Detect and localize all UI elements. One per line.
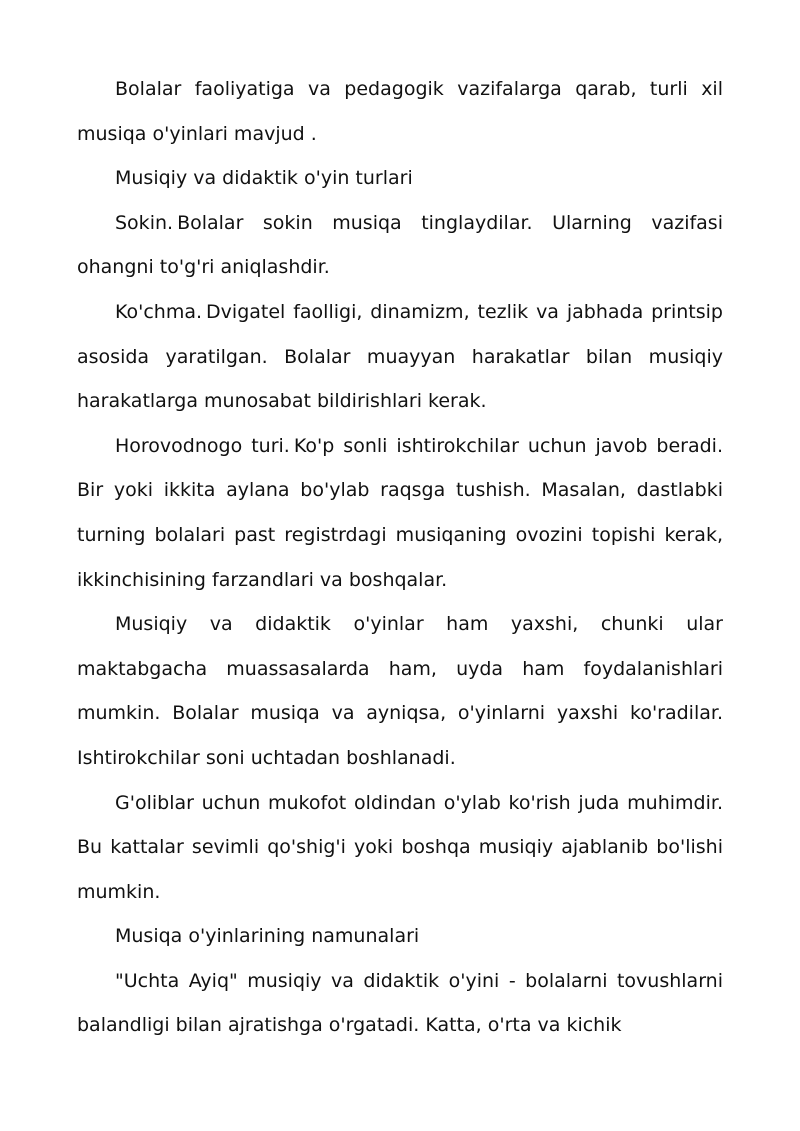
paragraph-mobile-games [77, 290, 723, 424]
term-label: Ko'chma. [115, 300, 203, 323]
paragraph-benefits [77, 602, 723, 780]
paragraph-round-dance-games [77, 424, 723, 602]
paragraph-text: Ko'p sonli ishtirokchilar uchun javob beradi. Bir yoki ikkita aylana bo'ylab raqsga tushish. Masalan, dastlabki turning bolalari past registrdagi musiqaning ovozini topishi kerak, ikkinchisining farzandlari va boshqalar. [77, 434, 724, 591]
paragraph-intro [77, 67, 723, 156]
document-page [77, 67, 723, 1048]
paragraph-text: Bolalar sokin musiqa tinglaydilar. Ularning vazifasi ohangni to'g'ri aniqlashdir. [77, 211, 723, 279]
heading-text: Musiqiy va didaktik o'yin turlari [115, 167, 413, 190]
paragraph-text: G'oliblar uchun mukofot oldindan o'ylab ko'rish juda muhimdir. Bu kattalar sevimli qo'shig'i yoki boshqa musiqiy ajablanib bo'lishi mumkin. [77, 791, 723, 903]
section-heading-examples [77, 914, 723, 959]
paragraph-prizes [77, 781, 723, 915]
paragraph-text: Dvigatel faolligi, dinamizm, tezlik va jabhada printsip asosida yaratilgan. Bolalar muayyan harakatlar bilan musiqiy harakatlarga munosabat bildirishlari kerak. [77, 300, 723, 413]
term-label: Sokin. [115, 211, 174, 234]
paragraph-text: "Uchta Ayiq" musiqiy va didaktik o'yini - bolalarni tovushlarni balandligi bilan ajratishga o'rgatadi. Katta, o'rta va kichik [77, 969, 723, 1037]
paragraph-three-bears [77, 959, 723, 1048]
paragraph-text: Bolalar faoliyatiga va pedagogik vazifalarga qarab, turli xil musiqa o'yinlari mavjud . [77, 78, 723, 145]
paragraph-text: Musiqiy va didaktik o'yinlar ham yaxshi, chunki ular maktabgacha muassasalarda ham, uyda ham foydalanishlari mumkin. Bolalar musiqa va ayniqsa, o'yinlarni yaxshi ko'radilar. Ishtirokchilar soni uchtadan boshlanadi. [77, 613, 723, 769]
heading-text: Musiqa o'yinlarining namunalari [115, 925, 420, 948]
term-label: Horovodnogo turi. [115, 434, 290, 457]
paragraph-quiet-games [77, 201, 723, 290]
section-heading-game-types [77, 156, 723, 201]
